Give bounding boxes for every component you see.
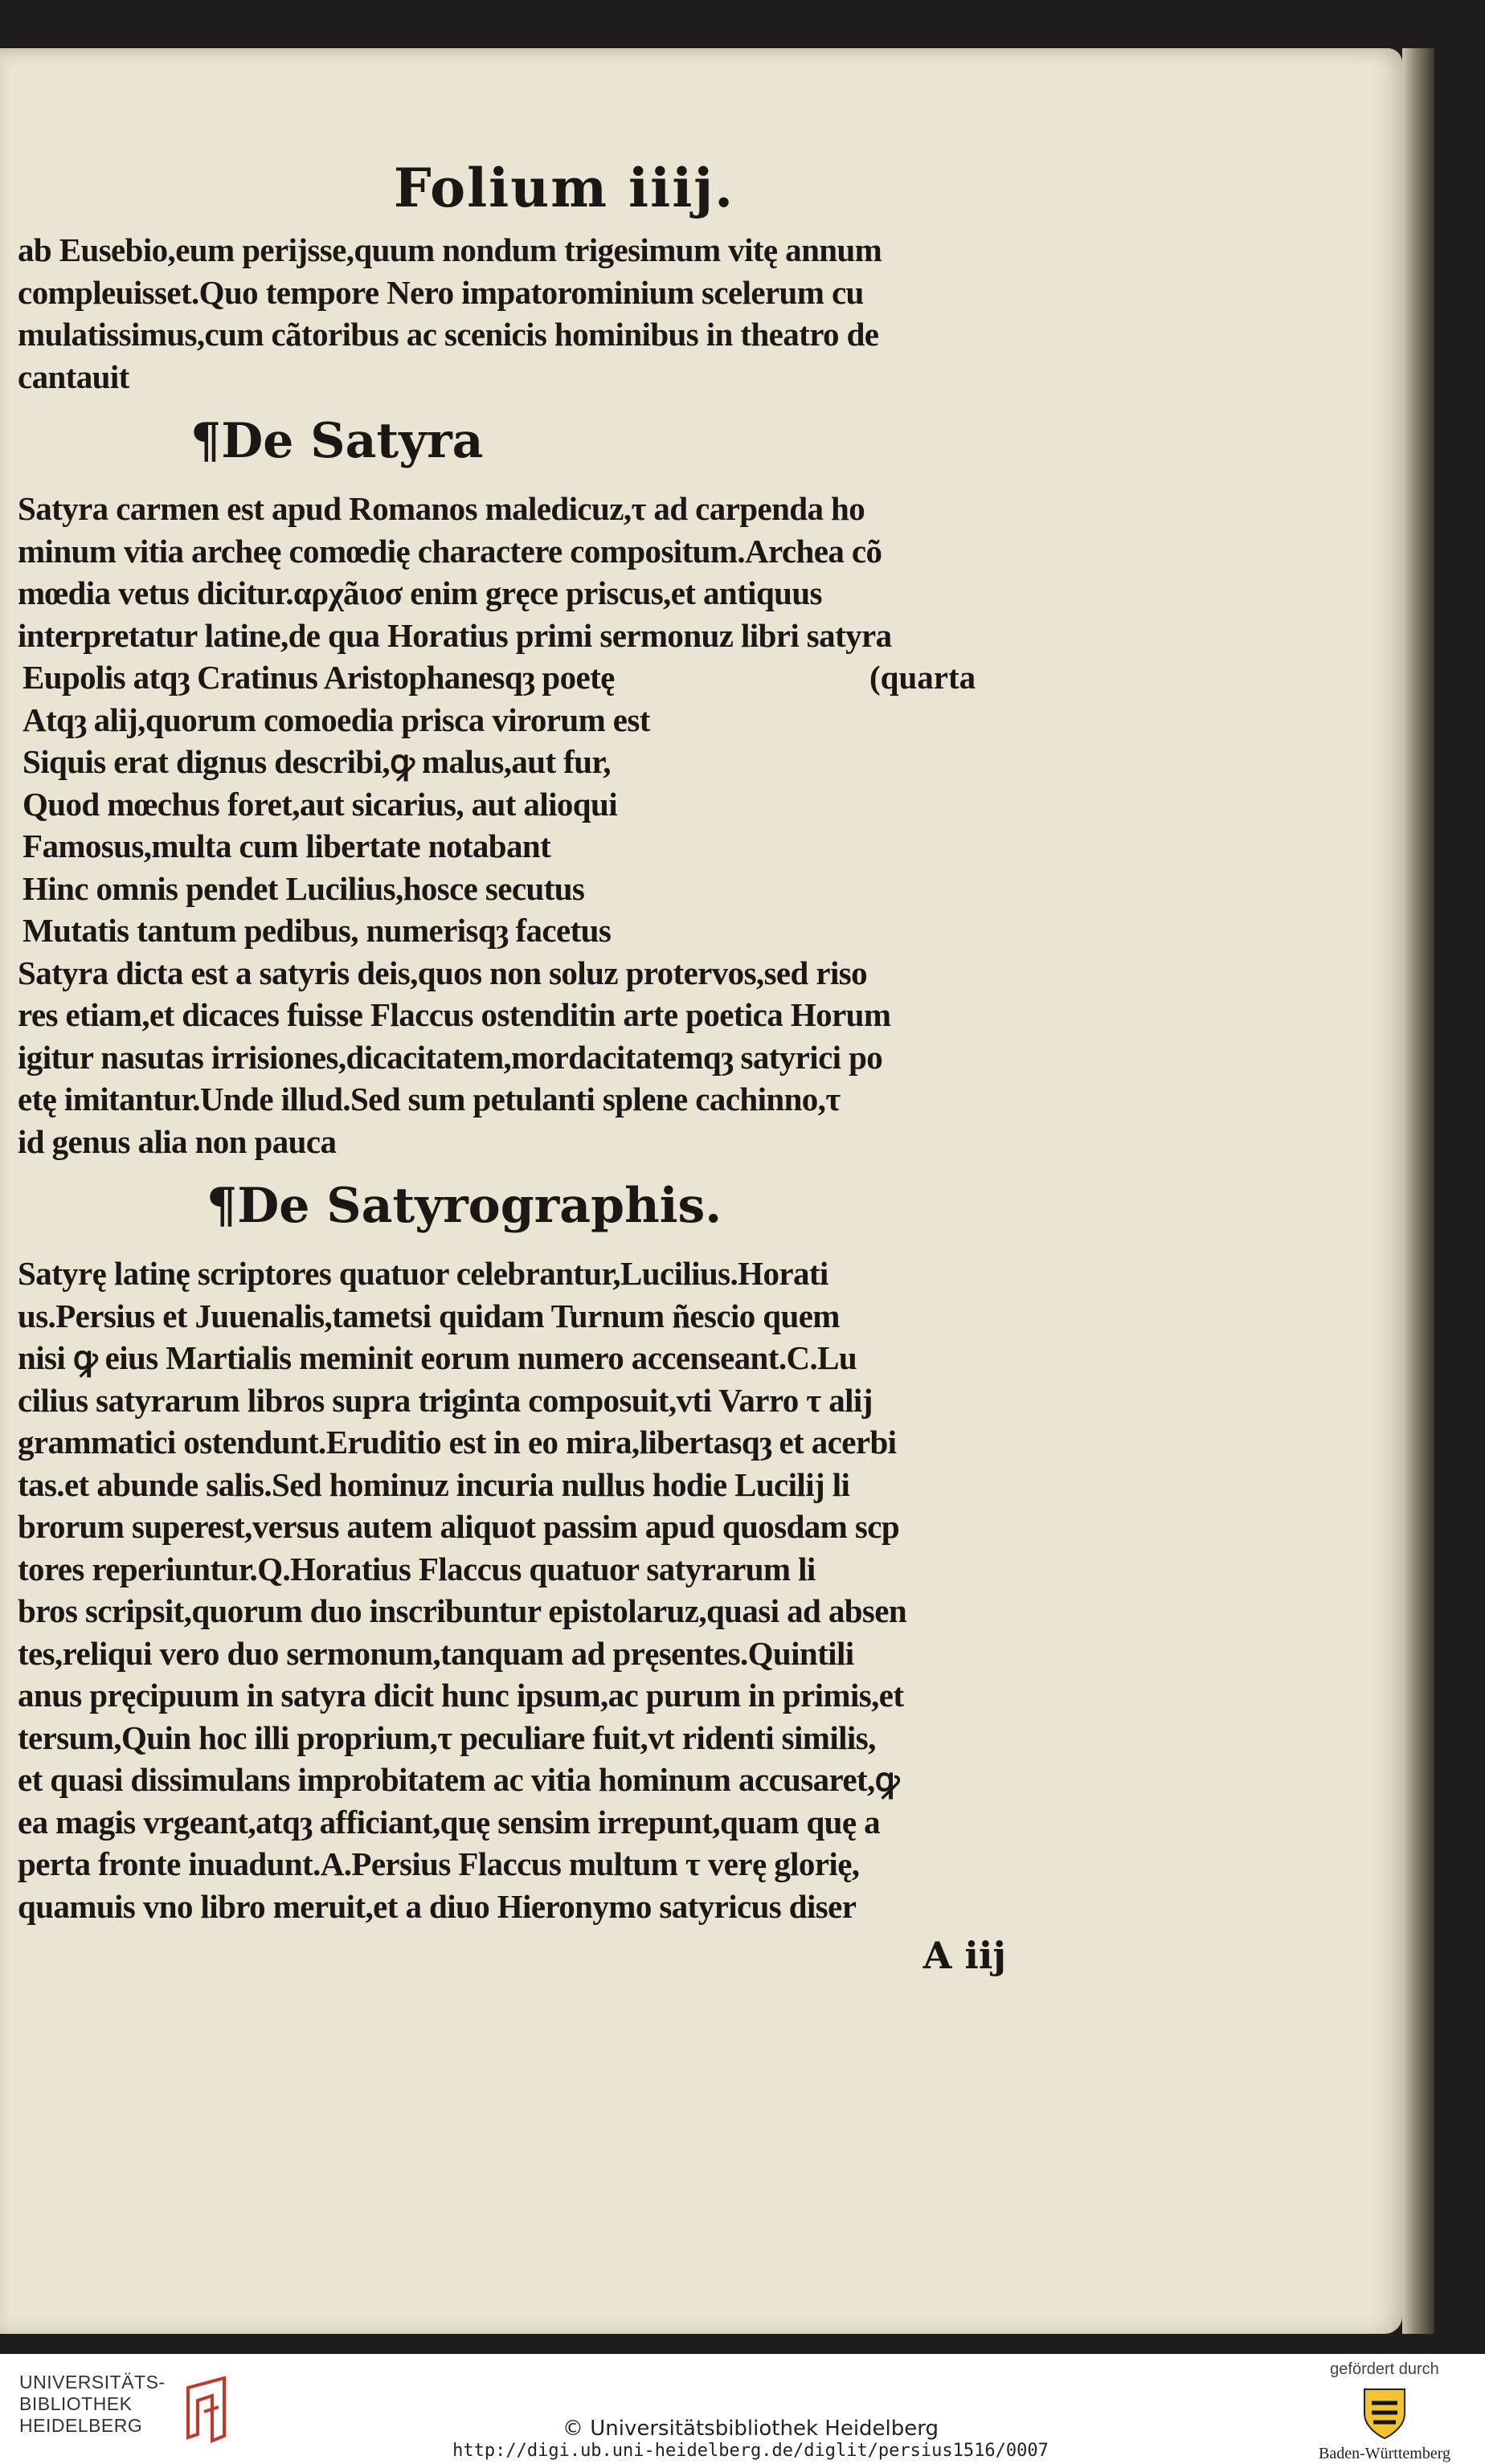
text-line: brorum superest,versus autem aliquot passim apud quosdam scp (18, 1508, 900, 1545)
section-heading (18, 1174, 1014, 1238)
paragraph-mark-icon: ¶ (190, 413, 222, 469)
viewer-footer (0, 2354, 1485, 2464)
page-edge (1402, 48, 1434, 2334)
folio-number: Folium iiij. (393, 157, 735, 219)
text-line: grammatici ostendunt.Eruditio est in eo mira,libertasqȝ et acerbi (18, 1424, 897, 1461)
text-line: minum vitia archeę comœdię charactere compositum.Archea cõ (18, 532, 882, 570)
page-text (18, 157, 1014, 1977)
text-line: tores reperiuntur.Q.Horatius Flaccus quatuor satyrarum li (18, 1550, 816, 1588)
funding-notice (1316, 2360, 1453, 2463)
text-line: nisi ꝙ eius Martialis meminit eorum numero accenseant.C.Lu (18, 1339, 857, 1376)
text-line: perta fronte inuadunt.A.Persius Flaccus multum τ verę glorię, (18, 1845, 860, 1882)
library-name-line: UNIVERSITÄTS- (19, 2372, 166, 2392)
text-line: mœdia vetus dicitur.αρχãιοσ enim gręce priscus,et antiquus (18, 574, 822, 611)
text-line: us.Persius et Juuenalis,tametsi quidam Turnum ñescio quem (18, 1297, 840, 1334)
text-line: compleuisset.Quo tempore Nero impatorominium scelerum cu (18, 273, 864, 311)
satyra-paragraph-continued (18, 952, 1014, 1163)
text-line: ab Eusebio,eum perijsse,quum nondum trigesimum vitę annum (18, 231, 882, 268)
intro-paragraph (18, 229, 1014, 398)
funded-by-label: gefördert durch (1330, 2360, 1439, 2378)
text-line: anus pręcipuum in satyra dicit hunc ipsum,ac purum in primis,et (18, 1677, 904, 1714)
text-line: ea magis vrgeant,atqȝ afficiant,quę sensim irrepunt,quam quę a (18, 1803, 881, 1841)
text-line: Satyra carmen est apud Romanos maledicuz,τ ad carpenda ho (18, 490, 865, 527)
text-line: Satyrę latinę scriptores quatuor celebrantur,Lucilius.Horati (18, 1255, 828, 1292)
permalink-url[interactable]: http://digi.ub.uni-heidelberg.de/diglit/persius1516/0007 (452, 2441, 1049, 2461)
signature-mark: A iij (922, 1934, 1006, 1977)
text-line: cilius satyrarum libros supra triginta composuit,vti Varro τ alij (18, 1381, 873, 1419)
coat-of-arms-icon (1360, 2385, 1409, 2442)
side-note: (quarta (869, 659, 976, 696)
text-line: Satyra dicta est a satyris deis,quos non soluz protervos,sed riso (18, 954, 868, 991)
verse-line: Atqȝ alij,quorum comoedia prisca virorum est (22, 701, 650, 738)
text-line: quamuis vno libro meruit,et a diuo Hieronymo satyricus diser (18, 1887, 857, 1925)
text-line: id genus alia non pauca (18, 1122, 337, 1160)
library-name-line: BIBLIOTHEK (19, 2393, 133, 2414)
text-line: tas.et abunde salis.Sed hominuz incuria nullus hodie Lucilij li (18, 1465, 850, 1503)
text-line: interpretatur latine,de qua Horatius primi sermonuz libri satyra (18, 616, 892, 654)
text-line: mulatissimus,cum cãtoribus ac scenicis hominibus in theatro de (18, 316, 879, 353)
section-heading (18, 409, 1014, 473)
text-line: res etiam,et dicaces fuisse Flaccus ostenditin arte poetica Horum (18, 996, 891, 1033)
library-name-line: HEIDELBERG (19, 2415, 143, 2436)
verse-line: Famosus,multa cum libertate notabant (22, 827, 551, 864)
state-name: Baden-Württemberg (1318, 2445, 1450, 2462)
verse-quote (18, 656, 1014, 952)
copyright-text: © Universitätsbibliothek Heidelberg (562, 2417, 939, 2441)
heading-text: De Satyra (221, 413, 484, 469)
paragraph-mark-icon: ¶ (207, 1178, 238, 1234)
verse-line: Quod mœchus foret,aut sicarius, aut alioqui (22, 785, 618, 823)
heading-text: De Satyrographis. (237, 1178, 722, 1234)
verse-line: Mutatis tantum pedibus, numerisqȝ facetus (22, 912, 612, 949)
text-line: bros scripsit,quorum duo inscribuntur epistolaruz,quasi ad absen (18, 1592, 907, 1629)
text-line: tersum,Quin hoc illi proprium,τ peculiare fuit,vt ridenti similis, (18, 1718, 876, 1756)
verse-line: Siquis erat dignus describi,ꝙ malus,aut fur, (22, 743, 611, 780)
verse-line: Hinc omnis pendet Lucilius,hosce secutus (22, 869, 585, 907)
text-line: etę imitantur.Unde illud.Sed sum petulanti splene cachinno,τ (18, 1081, 841, 1118)
text-line: cantauit (18, 358, 129, 395)
text-line: igitur nasutas irrisiones,dicacitatem,mordacitatemqȝ satyrici po (18, 1038, 883, 1076)
text-line: tes,reliqui vero duo sermonum,tanquam ad pręsentes.Quintili (18, 1634, 854, 1672)
satyra-paragraph (18, 488, 1014, 656)
text-line: et quasi dissimulans improbitatem ac vitia hominum accusaret,ꝙ (18, 1761, 899, 1798)
satyrographis-paragraph (18, 1252, 1014, 1927)
verse-line: Eupolis atqȝ Cratinus Aristophanesqȝ poetę (22, 659, 615, 696)
